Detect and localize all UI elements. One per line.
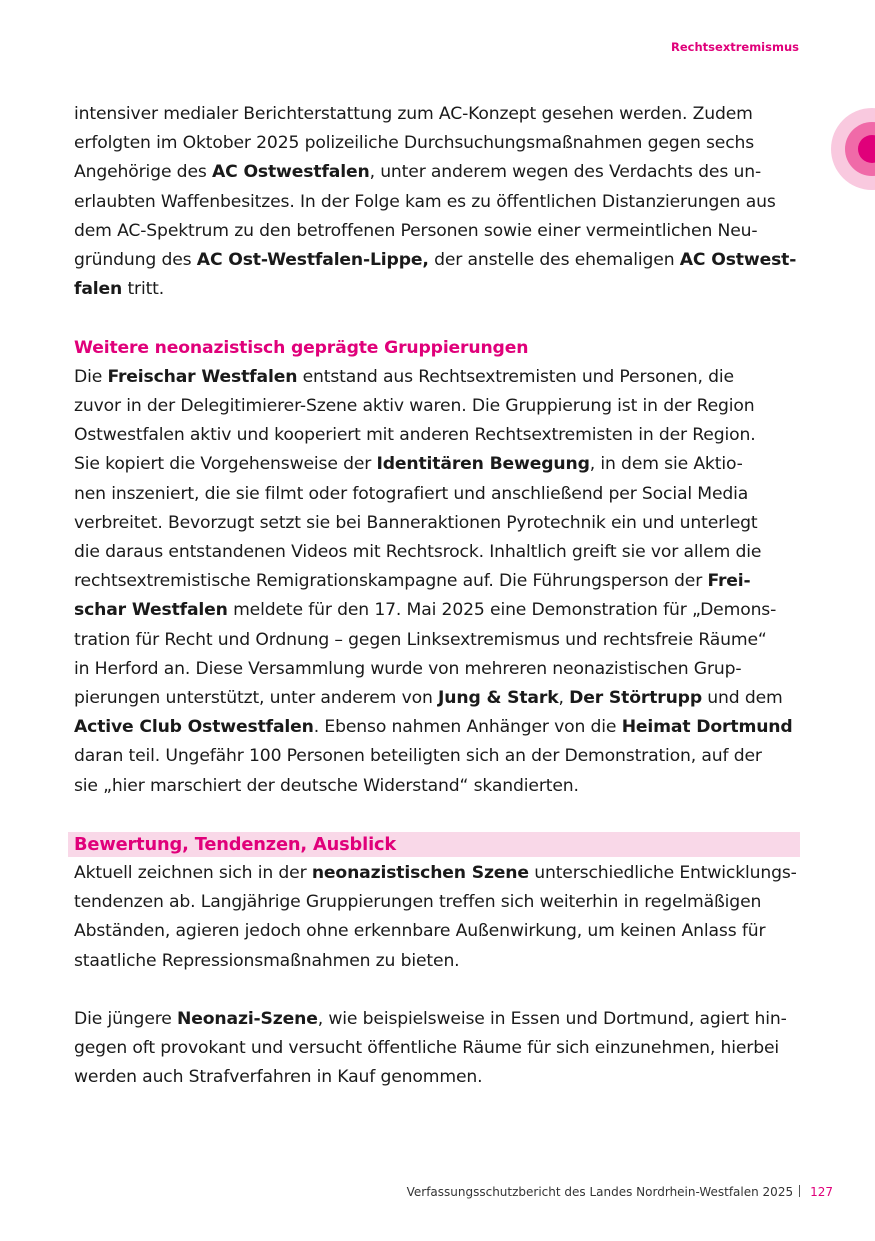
text-line: erlaubten Waffenbesitzes. In der Folge kam es zu öffentlichen Distanzierungen aus <box>74 191 776 212</box>
text-line: Sie kopiert die Vorgehensweise der Identitären Bewegung, in dem sie Aktio- <box>74 454 743 475</box>
footer-title: Verfassungsschutzbericht des Landes Nordrhein-Westfalen 2025 <box>406 1185 794 1199</box>
running-header: Rechtsextremismus <box>671 40 799 54</box>
page-footer <box>407 1185 833 1199</box>
bold-term: Frei- <box>707 571 751 592</box>
text-line: gegen oft provokant und versucht öffentliche Räume für sich einzunehmen, hierbei <box>74 1038 779 1059</box>
intro-paragraph <box>74 100 800 1093</box>
text-line: tendenzen ab. Langjährige Gruppierungen treffen sich weiterhin in regelmäßigen <box>74 892 762 913</box>
text-line: rechtsextremistische Remigrationskampagne auf. Die Führungsperson der Frei- <box>74 571 751 592</box>
text-line: sie „hier marschiert der deutsche Widerstand“ skandierten. <box>74 775 579 796</box>
bold-term: AC Ostwestfalen <box>212 162 370 183</box>
text-line: Abständen, agieren jedoch ohne erkennbare Außenwirkung, um keinen Anlass für <box>74 921 766 942</box>
text-line: tration für Recht und Ordnung – gegen Linksextremismus und rechtsfreie Räume“ <box>74 629 767 650</box>
bold-term: Neonazi-Szene <box>177 1009 318 1030</box>
bold-term: AC Ost-Westfalen-Lippe, <box>196 250 429 271</box>
subsection-heading: Weitere neonazistisch geprägte Gruppierungen <box>74 337 529 358</box>
text-line: pierungen unterstützt, unter anderem von Jung & Stark, Der Störtrupp und dem <box>74 688 783 709</box>
text-line: in Herford an. Diese Versammlung wurde von mehreren neonazistischen Grup- <box>74 658 742 679</box>
bold-term: neonazistischen Szene <box>311 863 529 884</box>
bold-term: falen <box>74 279 123 300</box>
text-line: daran teil. Ungefähr 100 Personen beteiligten sich an der Demonstration, auf der <box>74 746 762 767</box>
text-line: intensiver medialer Berichterstattung zum AC-Konzept gesehen werden. Zudem <box>74 104 753 124</box>
text-line: Aktuell zeichnen sich in der neonazistischen Szene unterschiedliche Entwicklungs- <box>74 863 797 884</box>
bold-term: schar Westfalen <box>74 600 228 621</box>
bold-term: Jung & Stark <box>438 688 559 709</box>
page-number: 127 <box>810 1185 833 1199</box>
text-line: Ostwestfalen aktiv und kooperiert mit anderen Rechtsextremisten in der Region. <box>74 425 756 446</box>
text-line: Angehörige des AC Ostwestfalen, unter anderem wegen des Verdachts des un- <box>74 162 762 183</box>
bold-term: Identitären Bewegung <box>376 454 590 475</box>
text-line: werden auch Strafverfahren in Kauf genommen. <box>74 1067 483 1088</box>
text-line: schar Westfalen meldete für den 17. Mai 2025 eine Demonstration für „Demons- <box>74 600 777 621</box>
bold-term: Freischar Westfalen <box>107 366 298 387</box>
text-line: verbreitet. Bevorzugt setzt sie bei Banneraktionen Pyrotechnik ein und unterlegt <box>74 512 758 533</box>
text-line: Die jüngere Neonazi-Szene, wie beispielsweise in Essen und Dortmund, agiert hin- <box>74 1009 787 1030</box>
text-line: staatliche Repressionsmaßnahmen zu bieten. <box>74 950 460 971</box>
page-body <box>74 100 800 1093</box>
footer-divider <box>799 1185 800 1197</box>
bold-term: Heimat Dortmund <box>621 717 793 738</box>
decorative-circles <box>831 108 875 190</box>
text-line: gründung des AC Ost-Westfalen-Lippe, der anstelle des ehemaligen AC Ostwest- <box>74 250 797 271</box>
bold-term: AC Ostwest- <box>679 250 797 271</box>
text-line: erfolgten im Oktober 2025 polizeiliche Durchsuchungsmaßnahmen gegen sechs <box>74 133 755 154</box>
text-line: die daraus entstandenen Videos mit Rechtsrock. Inhaltlich greift sie vor allem die <box>74 542 762 563</box>
text-line: nen inszeniert, die sie filmt oder fotografiert und anschließend per Social Media <box>74 483 749 504</box>
section-heading: Bewertung, Tendenzen, Ausblick <box>68 832 800 857</box>
text-line: dem AC-Spektrum zu den betroffenen Personen sowie einer vermeintlichen Neu- <box>74 220 758 241</box>
text-line: Active Club Ostwestfalen. Ebenso nahmen Anhänger von die Heimat Dortmund <box>74 717 793 738</box>
text-line: Die Freischar Westfalen entstand aus Rechtsextremisten und Personen, die <box>74 366 734 387</box>
text-line: falen tritt. <box>74 279 165 300</box>
text-line: zuvor in der Delegitimierer-Szene aktiv waren. Die Gruppierung ist in der Region <box>74 396 755 417</box>
bold-term: Active Club Ostwestfalen <box>74 717 314 738</box>
bold-term: Der Störtrupp <box>569 688 702 709</box>
